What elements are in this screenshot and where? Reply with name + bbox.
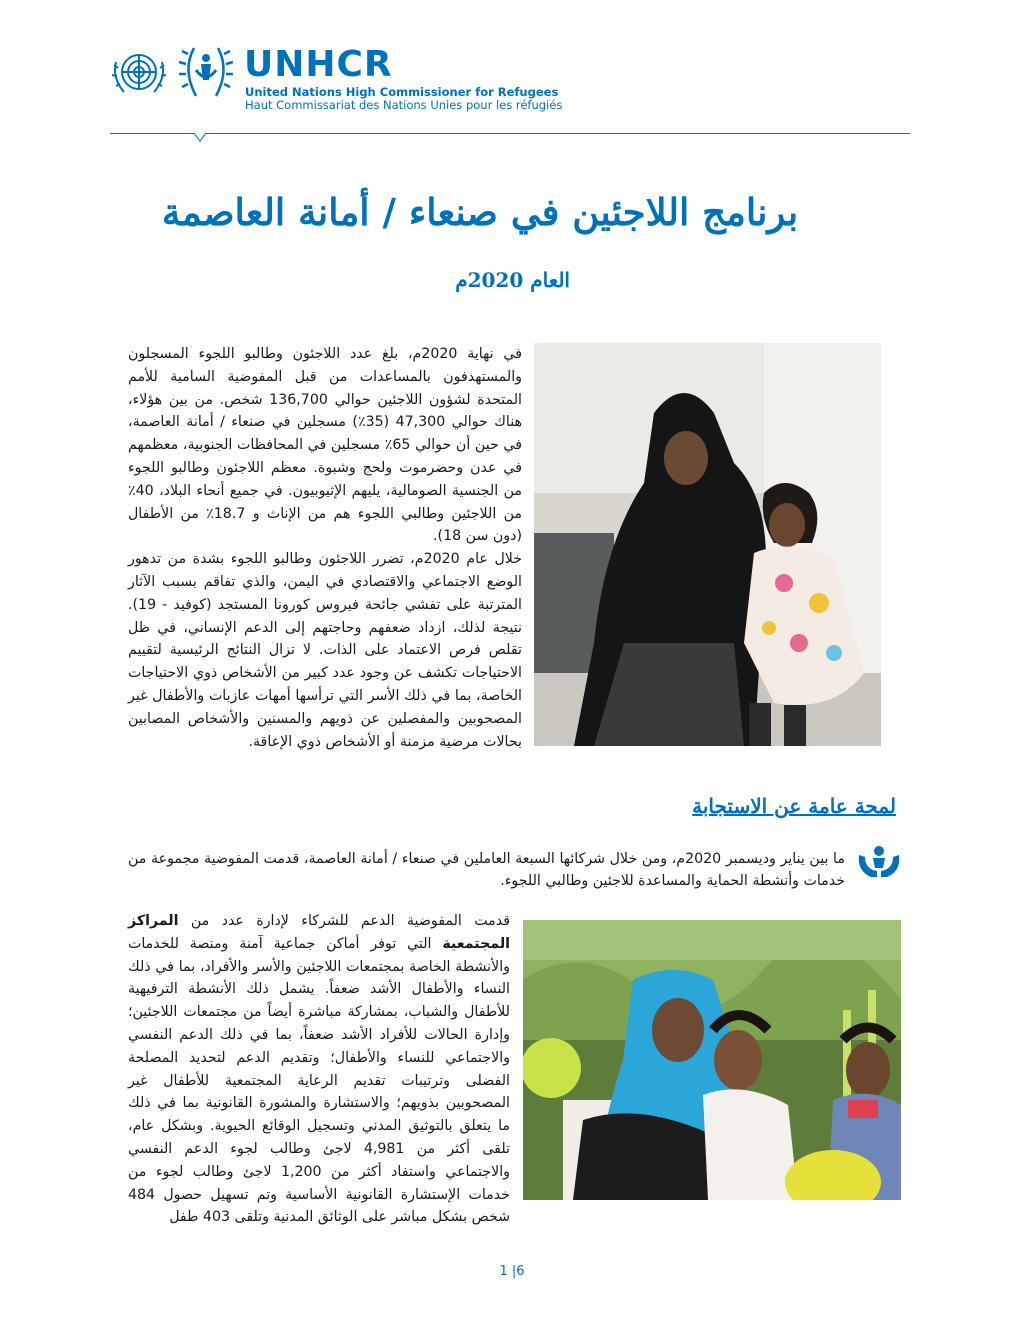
community-centers-text [128,910,510,1229]
intro-text [128,343,522,753]
brand-name: UNHCR [244,44,393,85]
page-number: 1 |6 [499,1264,525,1279]
brand-english: United Nations High Commissioner for Refugees [245,85,559,99]
page-title: برنامج اللاجئين في صنعاء / أمانة العاصمة [161,190,799,234]
un-emblem-icon [108,42,170,104]
header-divider [110,133,910,134]
community-rest: التي توفر أماكن جماعية آمنة ومنصة للخدمات والأنشطة الخاصة بمجتمعات اللاجئين والأسر والأفراد، بما في ذلك النساء والأطفال الأشد ضعفاً. يشمل ذلك الأنشطة الترفيهية للأطفال والشباب، بمشاركة مباشرة أيضاً من مجتمعات اللاجئين؛ وإدارة الحالات للأفراد الأشد ضعفاً، بما في ذلك الدعم النفسي والاجتماعي للنساء والأطفال؛ وتقديم الدعم لتحديد المصلحة الفضلى وترتيبات تقديم الرعاية المجتمعية للأطفال غير المصحوبين بذويهم؛ والاستشارة والمشورة القانونية بما في ذلك ما يتعلق بالتوثيق المدني وتسجيل الوقائع الحيوية. وبشكل عام، تلقى أكثر من 4,981 لاجئ وطالب لجوء الدعم النفسي والاجتماعي واستفاد أكثر من 1,200 لاجئ وطالب لجوء من خدمات الإستشارة القانونية الأساسية وتم تسهيل حصول 484 شخص بشكل مباشر على الوثائق المدنية وتلقى 403 طفل [128,935,511,1226]
intro-paragraph-2: خلال عام 2020م، تضرر اللاجئون وطالبو اللجوء بشدة من تدهور الوضع الاجتماعي والاقتصادي في اليمن، والذي تفاقم بسبب الآثار المترتبة على تفشي جائحة فيروس كورونا المستجد (كوفيد - 19). نتيجة لذلك، ازداد ضعفهم وحاجتهم إلى الدعم الإنساني، في ظل تقلص فرص الاعتماد على الذات. لا تزال النتائج الرئيسية لتقييم الاحتياجات تكشف عن وجود عدد كبير من الأشخاص ذوي الاحتياجات الخاصة، بما في ذلك الأسر التي ترأسها أمهات عازبات والأطفال غير المصحوبين والمفصلين عن ذويهم والمسنين والأشخاص المصابين بحالات مرضية مزمنة أو الأشخاص ذوي الإعاقة. [128,551,523,750]
community-lead: قدمت المفوضية الدعم للشركاء لإدارة عدد من [190,913,510,929]
response-heading: لمحة عامة عن الاستجابة [692,794,896,818]
protection-hands-icon [855,845,903,881]
unhcr-hands-emblem-icon [176,40,236,104]
woman-and-child-photo [534,343,881,746]
community-center-photo [523,920,901,1200]
divider-notch [194,133,206,145]
response-overview: ما بين يناير وديسمبر 2020م، ومن خلال شركائها السبعة العاملين في صنعاء / أمانة العاصمة، قدمت المفوضية مجموعة من خدمات وأنشطة الحماية والمساعدة للاجئين وطالبي اللجوء. [128,851,845,889]
brand-french: Haut Commissariat des Nations Unies pour les réfugiés [245,98,563,112]
community-centers-term: المراكز المجتمعية [128,913,511,952]
intro-paragraph-1: في نهاية 2020م، بلغ عدد اللاجئون وطالبو اللجوء المسجلون والمستهدفون بالمساعدات من قبل المفوضية السامية للأمم المتحدة لشؤون اللاجئين حوالي 136,700 شخص. من بين هؤلاء، هناك حوالي 47,300 (35٪) مسجلين في صنعاء / أمانة العاصمة، في حين أن حوالي 65٪ مسجلين في المحافظات الجنوبية، معظمهم في عدن وحضرموت ولحج وشبوة. معظم اللاجئون وطالبو اللجوء من الجنسية الصومالية، يليهم الإثيوبيون. في جميع أنحاء البلاد، 40٪ من اللاجئين وطالبي اللجوء هم من الإناث و 18.7٪ من الأطفال (دون سن 18). [128,346,522,545]
page-subtitle: العام 2020م [455,268,570,292]
